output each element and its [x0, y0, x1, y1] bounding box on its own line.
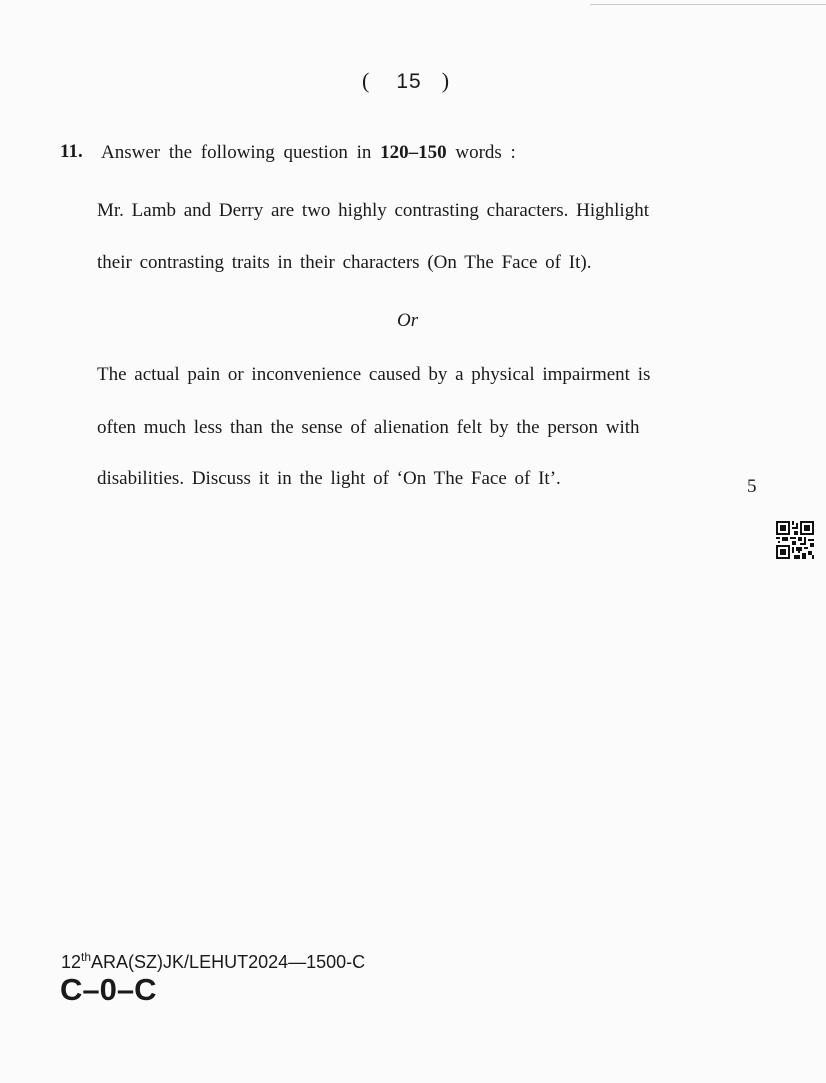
paper-code-prefix: 12 [61, 952, 82, 972]
instruction-prefix: Answer the following question in [101, 142, 372, 163]
page-number-open-paren: ( [362, 68, 371, 93]
option-a-line: Mr. Lamb and Derry are two highly contrasting characters. Highlight [97, 200, 649, 221]
page-number [362, 68, 450, 94]
scan-edge-line [590, 4, 826, 5]
paper-code-superscript: th [81, 950, 92, 964]
option-b-line: The actual pain or inconvenience caused by a physical impairment is [97, 364, 651, 385]
instruction-suffix: words : [455, 142, 516, 163]
or-separator: Or [397, 310, 419, 331]
page-number-close-paren: ) [441, 68, 451, 93]
option-b-line: often much less than the sense of alienation felt by the person with [97, 417, 640, 438]
paper-series: C–0–C [60, 972, 157, 1007]
qr-code-icon [776, 521, 814, 559]
option-b-line: disabilities. Discuss it in the light of ‘On The Face of It’. [97, 468, 561, 489]
question-marks: 5 [747, 476, 757, 497]
instruction-word-limit: 120–150 [380, 142, 447, 163]
paper-code-suffix: ARA(SZ)JK/LEHUT2024—1500-C [91, 952, 366, 972]
paper-code [61, 950, 365, 973]
question-number: 11. [60, 141, 83, 162]
question-instruction [101, 142, 516, 164]
page-number-value: 15 [396, 70, 422, 93]
option-a-line: their contrasting traits in their characters (On The Face of It). [97, 252, 592, 273]
